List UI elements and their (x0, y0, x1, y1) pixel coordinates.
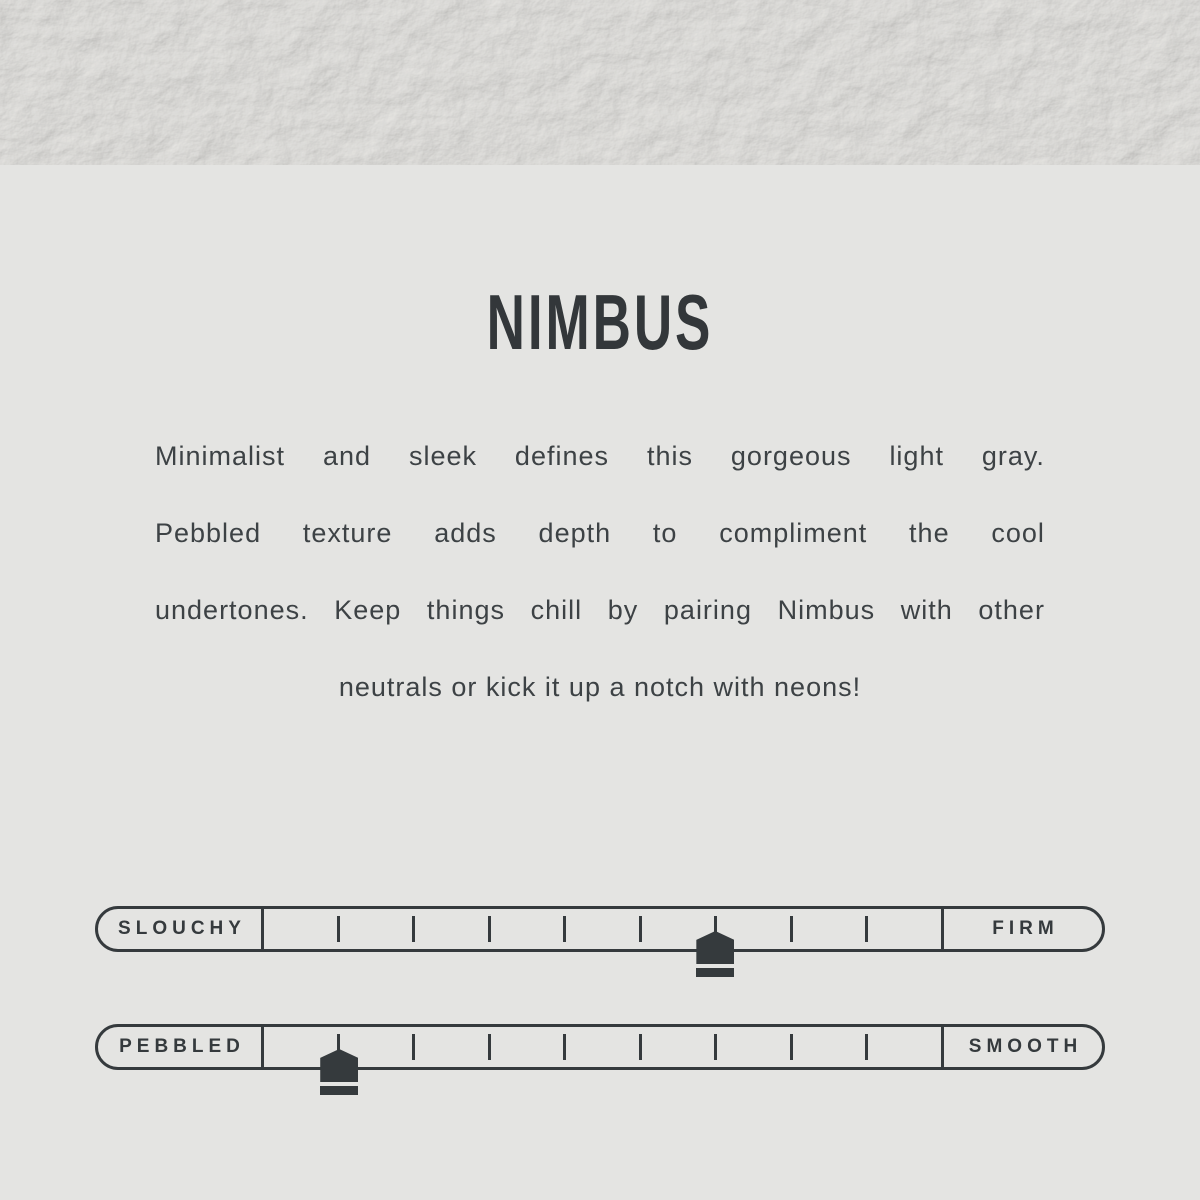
scale-left-label-pebbled: PEBBLED (119, 1036, 245, 1057)
tick-mark (488, 916, 491, 942)
tick-mark (563, 1034, 566, 1060)
scale-left-label-slouchy: SLOUCHY (118, 918, 246, 939)
description-word: compliment (719, 518, 868, 548)
description-word: texture (302, 518, 393, 548)
description-word: gorgeous (730, 441, 852, 471)
scale-track (261, 909, 944, 949)
description-word: undertones. (155, 595, 309, 625)
description-word: by (607, 595, 639, 625)
description-line: neutrals or kick it up a notch with neons! (338, 672, 862, 702)
description-word: depth (538, 518, 612, 548)
scale-value-marker (696, 931, 734, 977)
scale-right-label-firm: FIRM (992, 918, 1059, 939)
texture-scale-pebbled-smooth (95, 1024, 1105, 1070)
tick-mark (563, 916, 566, 942)
description-word: Pebbled (155, 518, 262, 548)
marker-base-bar (320, 1086, 358, 1095)
tick-mark (790, 916, 793, 942)
tick-mark (714, 1034, 717, 1060)
marker-pointer-shape (696, 931, 734, 964)
description-word: defines (514, 441, 609, 471)
description-word: pairing (663, 595, 752, 625)
scale-track (261, 1027, 944, 1067)
tick-mark (790, 1034, 793, 1060)
description-word: chill (530, 595, 583, 625)
tick-mark (337, 916, 340, 942)
marker-base-bar (696, 968, 734, 977)
tick-mark (639, 916, 642, 942)
description-word: this (646, 441, 693, 471)
description-line (155, 495, 1045, 572)
tick-mark (865, 916, 868, 942)
description-word: Nimbus (777, 595, 876, 625)
tick-mark (412, 916, 415, 942)
scale-right-label-smooth: SMOOTH (968, 1036, 1083, 1057)
description-word: Keep (334, 595, 402, 625)
description-word: Minimalist (155, 441, 286, 471)
scale-value-marker (320, 1049, 358, 1095)
tick-mark (639, 1034, 642, 1060)
tick-mark (865, 1034, 868, 1060)
description-word: adds (434, 518, 497, 548)
tick-mark (412, 1034, 415, 1060)
tick-mark (488, 1034, 491, 1060)
description-word: the (909, 518, 950, 548)
description-line (155, 418, 1045, 495)
color-description (155, 418, 1045, 726)
description-word: sleek (408, 441, 477, 471)
description-word: light (889, 441, 944, 471)
leather-texture-image (0, 0, 1200, 165)
description-line (155, 572, 1045, 649)
description-word: cool (991, 518, 1045, 548)
description-word: gray. (981, 441, 1045, 471)
marker-pointer-shape (320, 1049, 358, 1082)
description-word: to (652, 518, 678, 548)
leather-grain-graphic (0, 0, 1200, 165)
description-word: and (322, 441, 372, 471)
color-name-title: NIMBUS (486, 278, 714, 366)
description-word: other (978, 595, 1045, 625)
description-word: things (426, 595, 505, 625)
description-word: with (900, 595, 953, 625)
feel-scale-slouchy-firm (95, 906, 1105, 952)
